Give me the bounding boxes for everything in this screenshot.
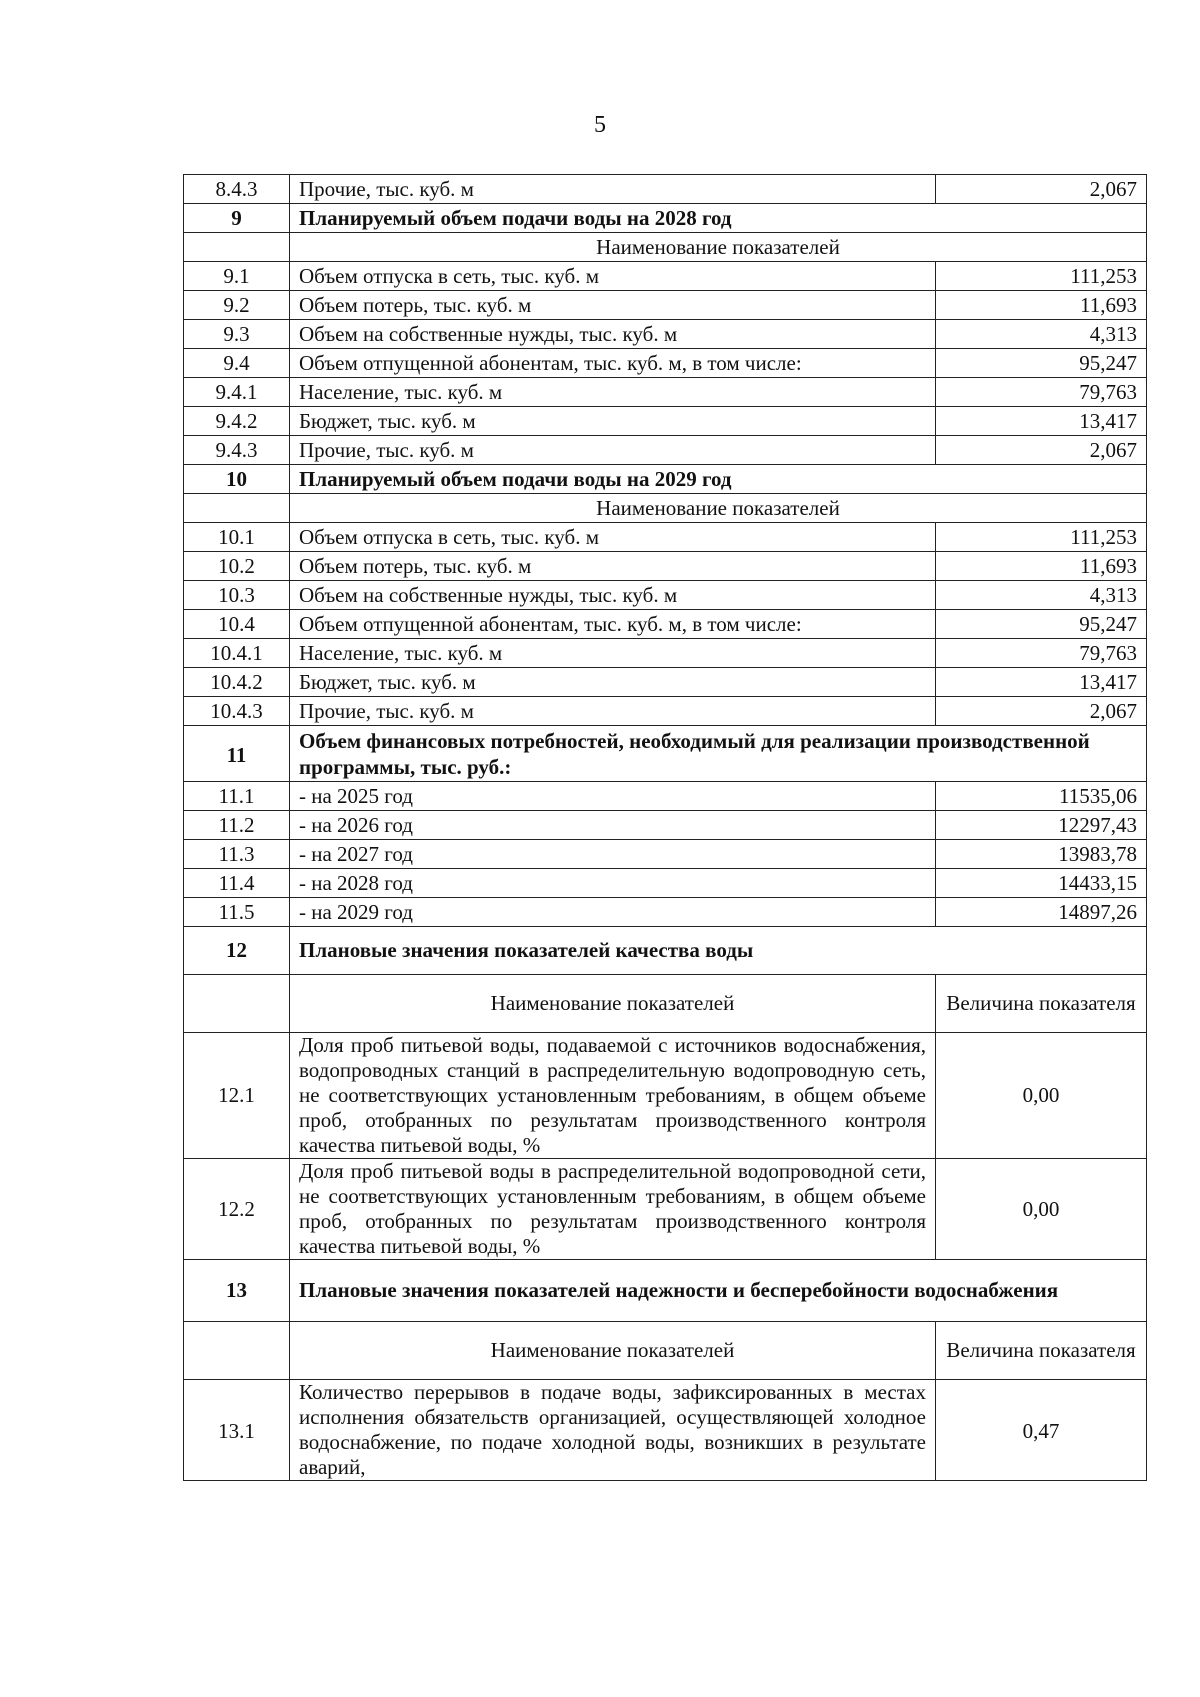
header-row (184, 975, 1147, 1033)
section-row (184, 465, 1147, 494)
table-row (184, 639, 1147, 668)
table-row (184, 869, 1147, 898)
table-row (184, 349, 1147, 378)
row-number: 13.1 (184, 1380, 290, 1481)
row-label: Население, тыс. куб. м (290, 639, 936, 668)
row-label: Прочие, тыс. куб. м (290, 697, 936, 726)
row-label: Количество перерывов в подаче воды, зафиксированных в местах исполнения обязательств организацией, осуществляющей холодное водоснабжение, по подаче холодной воды, возникших в результате аварий, (290, 1380, 936, 1481)
row-value: 111,253 (936, 523, 1147, 552)
row-label: Население, тыс. куб. м (290, 378, 936, 407)
row-value: 13983,78 (936, 840, 1147, 869)
section-title: Объем финансовых потребностей, необходимый для реализации производственной программы, тыс. руб.: (290, 726, 1147, 782)
row-value: 79,763 (936, 639, 1147, 668)
row-number: 10.4.1 (184, 639, 290, 668)
row-number: 10.1 (184, 523, 290, 552)
section-title: Планируемый объем подачи воды на 2029 год (290, 465, 1147, 494)
row-value: 14897,26 (936, 898, 1147, 927)
row-value: 2,067 (936, 697, 1147, 726)
row-number: 9.4.2 (184, 407, 290, 436)
table-row (184, 811, 1147, 840)
row-number: 12.1 (184, 1033, 290, 1159)
table-row (184, 840, 1147, 869)
table-row (184, 697, 1147, 726)
section-title: Планируемый объем подачи воды на 2028 год (290, 204, 1147, 233)
section-title: Плановые значения показателей качества воды (290, 927, 1147, 975)
production-program-table (183, 174, 1147, 1481)
row-label: Объем потерь, тыс. куб. м (290, 552, 936, 581)
row-value: 95,247 (936, 349, 1147, 378)
row-number: 11.4 (184, 869, 290, 898)
table-row (184, 1380, 1147, 1481)
table-row (184, 581, 1147, 610)
row-number: 10.2 (184, 552, 290, 581)
row-label: Объем отпущенной абонентам, тыс. куб. м, в том числе: (290, 610, 936, 639)
row-number: 11.3 (184, 840, 290, 869)
section-number: 11 (184, 726, 290, 782)
row-label: - на 2028 год (290, 869, 936, 898)
row-value: 12297,43 (936, 811, 1147, 840)
section-row (184, 726, 1147, 782)
table-row (184, 898, 1147, 927)
row-number: 11.1 (184, 782, 290, 811)
row-number: 10.4.3 (184, 697, 290, 726)
row-number: 11.2 (184, 811, 290, 840)
table-row (184, 436, 1147, 465)
table-row (184, 378, 1147, 407)
column-header: Наименование показателей (290, 975, 936, 1033)
row-value: 0,00 (936, 1033, 1147, 1159)
row-number: 9.3 (184, 320, 290, 349)
table-row (184, 320, 1147, 349)
section-number: 10 (184, 465, 290, 494)
row-label: Бюджет, тыс. куб. м (290, 407, 936, 436)
header-row (184, 233, 1147, 262)
row-value: 0,47 (936, 1380, 1147, 1481)
value-column-header: Величина показателя (936, 975, 1147, 1033)
row-value: 13,417 (936, 407, 1147, 436)
value-column-header: Величина показателя (936, 1322, 1147, 1380)
row-number: 11.5 (184, 898, 290, 927)
row-value: 4,313 (936, 581, 1147, 610)
section-number: 13 (184, 1260, 290, 1322)
row-label: Прочие, тыс. куб. м (290, 436, 936, 465)
row-number: 9.2 (184, 291, 290, 320)
section-row (184, 927, 1147, 975)
row-number: 12.2 (184, 1159, 290, 1260)
section-title: Плановые значения показателей надежности и бесперебойности водоснабжения (290, 1260, 1147, 1322)
row-value: 11,693 (936, 291, 1147, 320)
header-row (184, 494, 1147, 523)
table-row (184, 407, 1147, 436)
table-row (184, 1033, 1147, 1159)
row-value: 13,417 (936, 668, 1147, 697)
row-value: 95,247 (936, 610, 1147, 639)
row-number: 9.1 (184, 262, 290, 291)
row-label: Объем отпуска в сеть, тыс. куб. м (290, 262, 936, 291)
row-label: Доля проб питьевой воды, подаваемой с источников водоснабжения, водопроводных станций в распределительную водопроводную сеть, не соответствующих установленным требованиям, в общем объеме проб, отобранных по результатам производственного контроля качества питьевой воды, % (290, 1033, 936, 1159)
row-number: 9.4.3 (184, 436, 290, 465)
section-row (184, 204, 1147, 233)
table-row (184, 175, 1147, 204)
row-label: Объем на собственные нужды, тыс. куб. м (290, 320, 936, 349)
row-number: 9.4 (184, 349, 290, 378)
header-row (184, 1322, 1147, 1380)
row-label: Доля проб питьевой воды в распределительной водопроводной сети, не соответствующих установленным требованиям, в общем объеме проб, отобранных по результатам производственного контроля качества питьевой воды, % (290, 1159, 936, 1260)
section-number: 12 (184, 927, 290, 975)
row-label: - на 2027 год (290, 840, 936, 869)
row-number: 10.3 (184, 581, 290, 610)
row-value: 111,253 (936, 262, 1147, 291)
section-number: 9 (184, 204, 290, 233)
row-label: - на 2025 год (290, 782, 936, 811)
table-row (184, 552, 1147, 581)
column-header: Наименование показателей (290, 233, 1147, 262)
row-value: 2,067 (936, 436, 1147, 465)
table-row (184, 523, 1147, 552)
row-number: 9.4.1 (184, 378, 290, 407)
row-value: 0,00 (936, 1159, 1147, 1260)
column-header: Наименование показателей (290, 494, 1147, 523)
row-label: Объем отпущенной абонентам, тыс. куб. м, в том числе: (290, 349, 936, 378)
table-row (184, 668, 1147, 697)
table-row (184, 782, 1147, 811)
section-row (184, 1260, 1147, 1322)
row-label: Объем отпуска в сеть, тыс. куб. м (290, 523, 936, 552)
row-value: 79,763 (936, 378, 1147, 407)
row-label: Объем на собственные нужды, тыс. куб. м (290, 581, 936, 610)
row-number: 10.4 (184, 610, 290, 639)
row-label: - на 2029 год (290, 898, 936, 927)
row-value: 11,693 (936, 552, 1147, 581)
row-number: 10.4.2 (184, 668, 290, 697)
table-row (184, 1159, 1147, 1260)
row-value: 4,313 (936, 320, 1147, 349)
column-header: Наименование показателей (290, 1322, 936, 1380)
row-label: Бюджет, тыс. куб. м (290, 668, 936, 697)
row-value: 2,067 (936, 175, 1147, 204)
row-label: - на 2026 год (290, 811, 936, 840)
row-label: Объем потерь, тыс. куб. м (290, 291, 936, 320)
table-row (184, 262, 1147, 291)
table-row (184, 610, 1147, 639)
row-label: Прочие, тыс. куб. м (290, 175, 936, 204)
row-value: 11535,06 (936, 782, 1147, 811)
page-number: 5 (594, 112, 606, 138)
row-value: 14433,15 (936, 869, 1147, 898)
table-row (184, 291, 1147, 320)
row-number: 8.4.3 (184, 175, 290, 204)
